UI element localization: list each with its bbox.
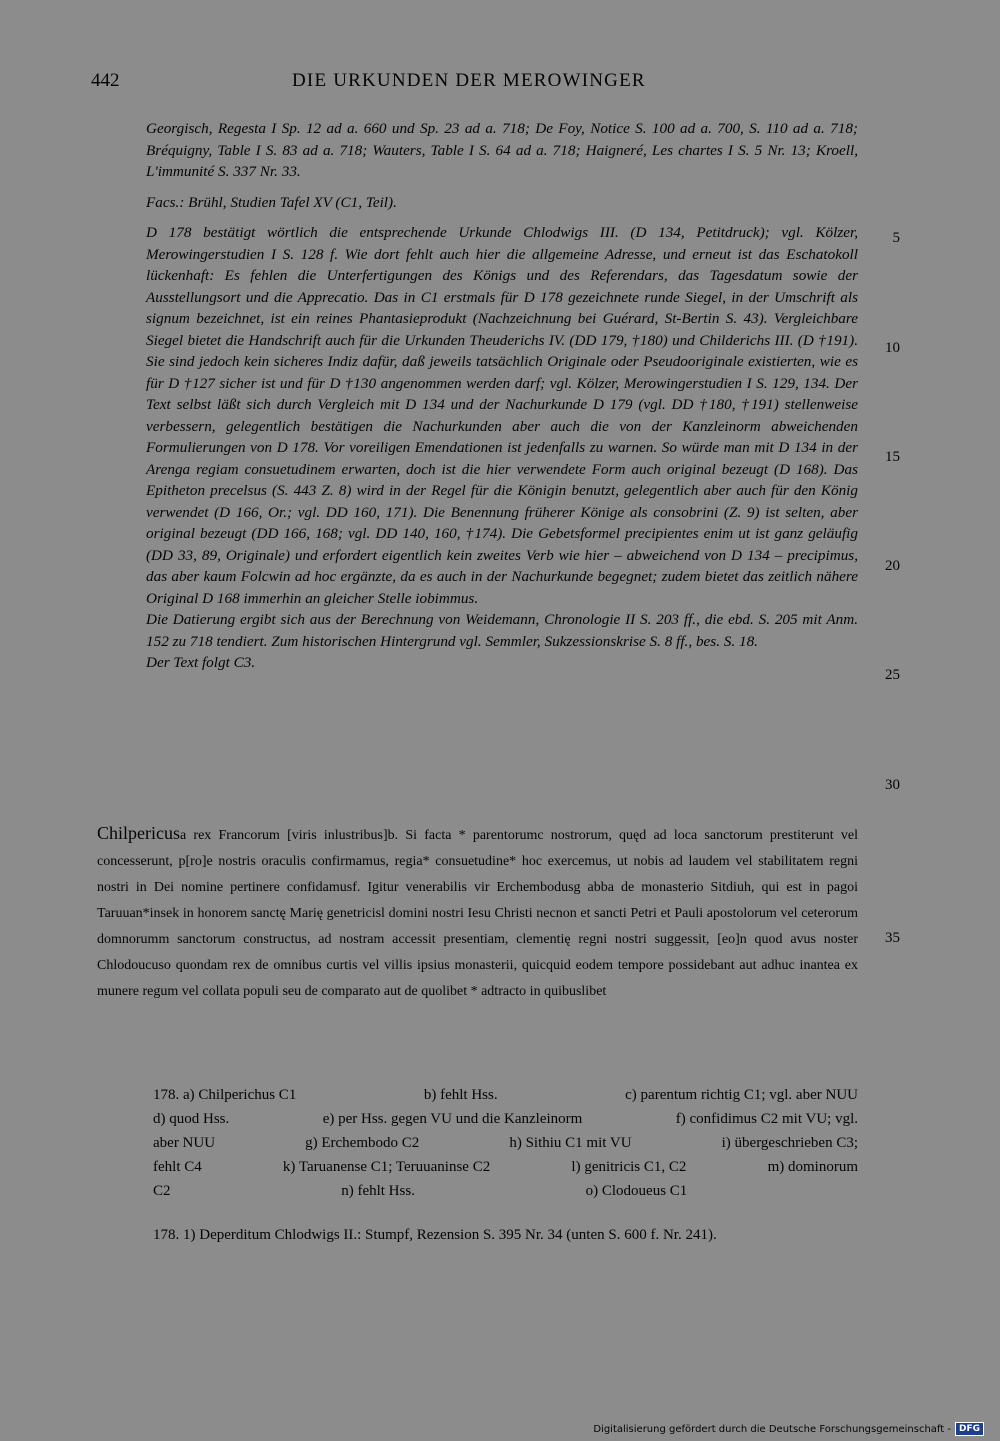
apparatus-entry: aber NUU [153,1135,216,1151]
historical-note: 178. 1) Deperditum Chlodwigs II.: Stumpf, Rezension S. 395 Nr. 34 (unten S. 600 f. Nr. 241). [153,1227,717,1243]
source-paragraph: Der Text folgt C3. [146,654,256,671]
apparatus-row [153,1155,858,1179]
dating-paragraph: Die Datierung ergibt sich aus der Berechnung von Weidemann, Chronologie II S. 203 ff., die ebd. S. 205 mit Anm. 152 zu 718 tendiert. Zum historischen Hintergrund vgl. Semmler, Sukzessionskrise S. 8 ff., bes. S. 18. [146,611,858,650]
apparatus-entry: m) dominorum [767,1159,858,1175]
digitization-footer [593,1422,984,1436]
apparatus-entry: h) Sithiu C1 mit VU [509,1135,632,1151]
line-number: 5 [892,230,900,246]
apparatus-entry: e) per Hss. gegen VU und die Kanzleinorm [322,1111,583,1127]
line-number: 15 [885,449,900,465]
line-number: 10 [885,340,900,356]
apparatus-entry: l) genitricis C1, C2 [571,1159,687,1175]
apparatus-entry: k) Taruanense C1; Teruuaninse C2 [282,1159,491,1175]
discussion-paragraph: D 178 bestätigt wörtlich die entsprechende Urkunde Chlodwigs III. (D 134, Petitdruck); vgl. Kölzer, Merowingerstudien I S. 128 f. Wie dort fehlt auch hier die allgemeine Adresse, und erneut ist das Eschatokoll lückenhaft: Es fehlen die Unterfertigungen des Königs und des Referendars, das Tagesdatum sowie der Ausstellungsort und die Apprecatio. Das in C1 erstmals für D 178 gezeichnete runde Siegel, in der Umschrift als signum bezeichnet, ist ein reines Phantasieprodukt (Nachzeichnung bei Guérard, St-Bertin S. 43). Vergleichbare Siegel bietet die Handschrift auch für die Urkunden Theuderichs IV. (DD 179, †180) und Childerichs III. (D †191). Sie sind jedoch kein sicheres Indiz dafür, daß jeweils tatsächlich Originale oder Pseudooriginale existierten, wie es für D †127 sicher ist und für D †130 angenommen werden darf; vgl. Kölzer, Merowingerstudien I S. 129, 134. Der Text selbst läßt sich durch Vergleich mit D 134 und der Nachurkunde D 179 (vgl. DD †180, †191) stellenweise verbessern, gelegentlich bestätigen die Nachurkunden aber auch die von der Kanzleinorm abweichenden Formulierungen von D 178. Vor voreiligen Emendationen ist jedenfalls zu warnen. So würde man mit D 134 in der Arenga regiam consuetudinem erwarten, doch ist die hier verwendete Form auch original bezeugt (D 168). Das Epitheton precelsus (S. 443 Z. 8) wird in der Regel für die Königin benutzt, gelegentlich aber auch für den König verwendet (D 166, Or.; vgl. DD 160, 171). Die Benennung früherer Könige als consobrini (Z. 9) ist selten, aber original bezeugt (DD 166, 168; vgl. DD 140, 160, †174). Die Gebetsformel precipientes enim ut ist ganz geläufig (DD 33, 89, Originale) und erfordert eigentlich kein zweites Verb wie hier – abweichend von D 134 – precipimus, das aber kaum Folcwin ad hoc ergänzte, da es auch in der Nachurkunde begegnet; zudem bietet das zeitlich nähere Original D 168 immerhin an gleicher Stelle iobimmus. [146,224,858,607]
commentary [146,118,858,674]
line-number: 20 [885,558,900,574]
apparatus-row [153,1131,858,1155]
critical-apparatus [153,1083,858,1203]
footer-text: Digitalisierung gefördert durch die Deutsche Forschungsgemeinschaft - [593,1423,951,1435]
apparatus-row [153,1179,858,1203]
apparatus-entry: o) Clodoueus C1 [585,1183,688,1199]
apparatus-entry: f) confidimus C2 mit VU; vgl. [675,1111,858,1127]
charter-text [97,820,858,1005]
apparatus-row [153,1083,858,1107]
facsimile-paragraph: Facs.: Brühl, Studien Tafel XV (C1, Teil). [146,193,397,211]
page-header [0,70,1000,100]
charter-opening: Chilpericus [97,823,180,843]
apparatus-entry: n) fehlt Hss. [341,1183,415,1199]
bibliography-paragraph: Georgisch, Regesta I Sp. 12 ad a. 660 und Sp. 23 ad a. 718; De Foy, Notice S. 100 ad a. 700, S. 110 ad a. 718; Bréquigny, Table I S. 83 ad a. 718; Wauters, Table I S. 64 ad a. 718; Haigneré, Les chartes I S. 5 Nr. 13; Kroell, L'immunité S. 337 Nr. 33. [146,120,858,180]
apparatus-entry: fehlt C4 [153,1159,202,1175]
charter-body: a rex Francorum [viris inlustribus]b. Si facta * parentorumc nostrorum, quęd ad loca sanctorum prestiterunt vel concesserunt, p[ro]e nostris oraculis confirmamus, regia* consuetudine* hoc exercemus, ut nobis ad laudem vel stabilitatem regni nostri in Dei nomine pertinere confidamusf. Igitur venerabilis vir Erchembodusg abba de monasterio Sitdiuh, qui est in pagoi Taruuan*insek in honorem sanctę Marię genetricisl domini nostri Iesu Christi necnon et sancti Petri et Pauli apostolorum vel ceterorum domnorumm sanctorum constructus, ad nostram accessit presentiam, clementię regni nostri suggessit, [eo]n quod avus noster Chlodoucuso quondam rex de omnibus curtis vel villis ipsius monasterii, quicquid eodem tempore possidebant aut adhuc inantea ex munere regum vel collata populi seu de comparato aut de quolibet * adtracto in quibuslibet [97,828,858,999]
apparatus-entry: C2 [153,1183,171,1199]
apparatus-entry: 178. a) Chilperichus C1 [153,1087,297,1103]
apparatus-entry: d) quod Hss. [153,1111,230,1127]
line-number: 30 [885,777,900,793]
apparatus-entry: g) Erchembodo C2 [305,1135,420,1151]
apparatus-entry: c) parentum richtig C1; vgl. aber NUU [625,1087,858,1103]
dfg-logo: DFG [955,1422,984,1436]
apparatus-entry: i) übergeschrieben C3; [721,1135,858,1151]
apparatus-entry: b) fehlt Hss. [423,1087,498,1103]
line-number: 35 [885,930,900,946]
apparatus-row [153,1107,858,1131]
line-number: 25 [885,667,900,683]
page-number: 442 [91,70,120,91]
running-title: DIE URKUNDEN DER MEROWINGER [292,70,646,91]
